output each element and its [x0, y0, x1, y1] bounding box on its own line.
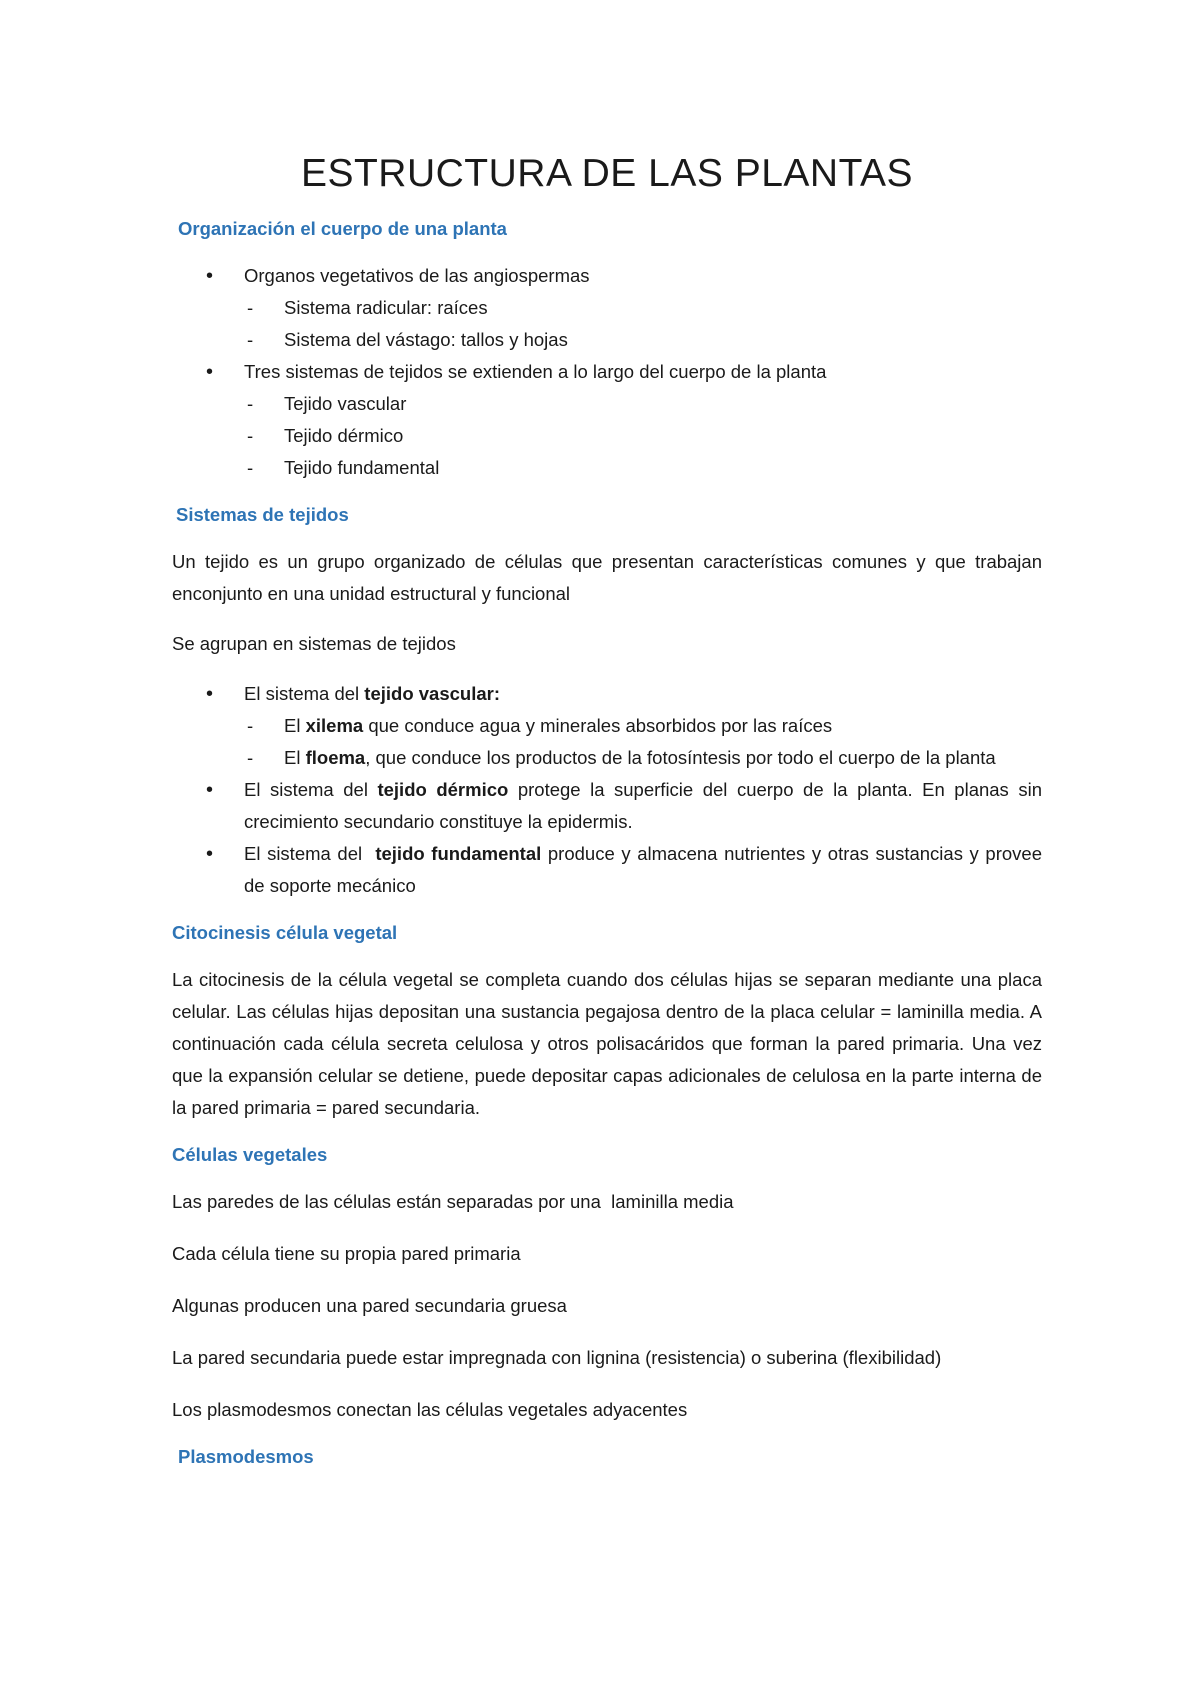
- sublist: [244, 292, 1042, 356]
- bold-term: floema: [305, 747, 366, 768]
- list-item: [172, 260, 1042, 356]
- bullet-text: Tres sistemas de tejidos se extienden a lo largo del cuerpo de la planta: [244, 361, 827, 382]
- paragraph: Cada célula tiene su propia pared primaria: [172, 1243, 521, 1264]
- list-item: - Tejido dérmico: [244, 420, 1042, 452]
- list-item: - Sistema del vástago: tallos y hojas: [244, 324, 1042, 356]
- bullet-text: Organos vegetativos de las angiospermas: [244, 265, 590, 286]
- paragraph: Algunas producen una pared secundaria gruesa: [172, 1295, 567, 1316]
- text-run: El sistema del: [244, 779, 378, 800]
- heading-sistemas: Sistemas de tejidos: [176, 504, 349, 525]
- sublist: [244, 710, 1042, 774]
- list-item: [172, 356, 1042, 484]
- text-run: El: [284, 715, 306, 736]
- list-item: - Tejido fundamental: [244, 452, 1042, 484]
- sistemas-list: [172, 678, 1042, 902]
- text-run: , que conduce los productos de la fotosíntesis por todo el cuerpo de la planta: [365, 747, 996, 768]
- list-item: [244, 710, 1042, 742]
- text-run: produce y almacena nutrientes y otras sustancias y provee de soporte mecánico: [244, 843, 1042, 896]
- list-item: [172, 838, 1042, 902]
- text-run: que conduce agua y minerales absorbidos por las raíces: [363, 715, 833, 736]
- paragraph: Los plasmodesmos conectan las células vegetales adyacentes: [172, 1399, 688, 1420]
- list-item: [244, 742, 1042, 774]
- organizacion-list: [172, 260, 1042, 484]
- bold-term: xilema: [305, 715, 364, 736]
- bold-term: tejido dérmico: [377, 779, 509, 800]
- text-run: El sistema del: [244, 683, 365, 704]
- list-item: [172, 678, 1042, 774]
- sublist: [244, 388, 1042, 484]
- heading-plasmodesmos: Plasmodesmos: [178, 1446, 314, 1467]
- text-run: protege la superficie del cuerpo de la planta. En planas sin crecimiento secundario constituye la epidermis.: [244, 779, 1042, 832]
- list-item: - Sistema radicular: raíces: [244, 292, 1042, 324]
- page-title: ESTRUCTURA DE LAS PLANTAS: [300, 152, 914, 195]
- list-item: [172, 774, 1042, 838]
- heading-organizacion: Organización el cuerpo de una planta: [178, 218, 507, 239]
- paragraph: La pared secundaria puede estar impregnada con lignina (resistencia) o suberina (flexibilidad): [172, 1347, 942, 1368]
- paragraph: Un tejido es un grupo organizado de células que presentan características comunes y que trabajan enconjunto en una unidad estructural y funcional: [172, 551, 1042, 604]
- paragraph: La citocinesis de la célula vegetal se completa cuando dos células hijas se separan mediante una placa celular. Las células hijas depositan una sustancia pegajosa dentro de la placa celular = laminilla media. A continuación cada célula secreta celulosa y otros polisacáridos que forman la pared primaria. Una vez que la expansión celular se detiene, puede depositar capas adicionales de celulosa en la parte interna de la pared primaria = pared secundaria.: [172, 969, 1042, 1118]
- text-run: El sistema del: [244, 843, 376, 864]
- bold-term: tejido vascular:: [364, 683, 501, 704]
- paragraph: Las paredes de las células están separadas por una laminilla media: [172, 1191, 734, 1212]
- bold-term: tejido fundamental: [375, 843, 542, 864]
- paragraph: Se agrupan en sistemas de tejidos: [172, 633, 456, 654]
- list-item: - Tejido vascular: [244, 388, 1042, 420]
- heading-citocinesis: Citocinesis célula vegetal: [172, 922, 398, 943]
- text-run: El: [284, 747, 306, 768]
- heading-celulas: Células vegetales: [172, 1144, 328, 1165]
